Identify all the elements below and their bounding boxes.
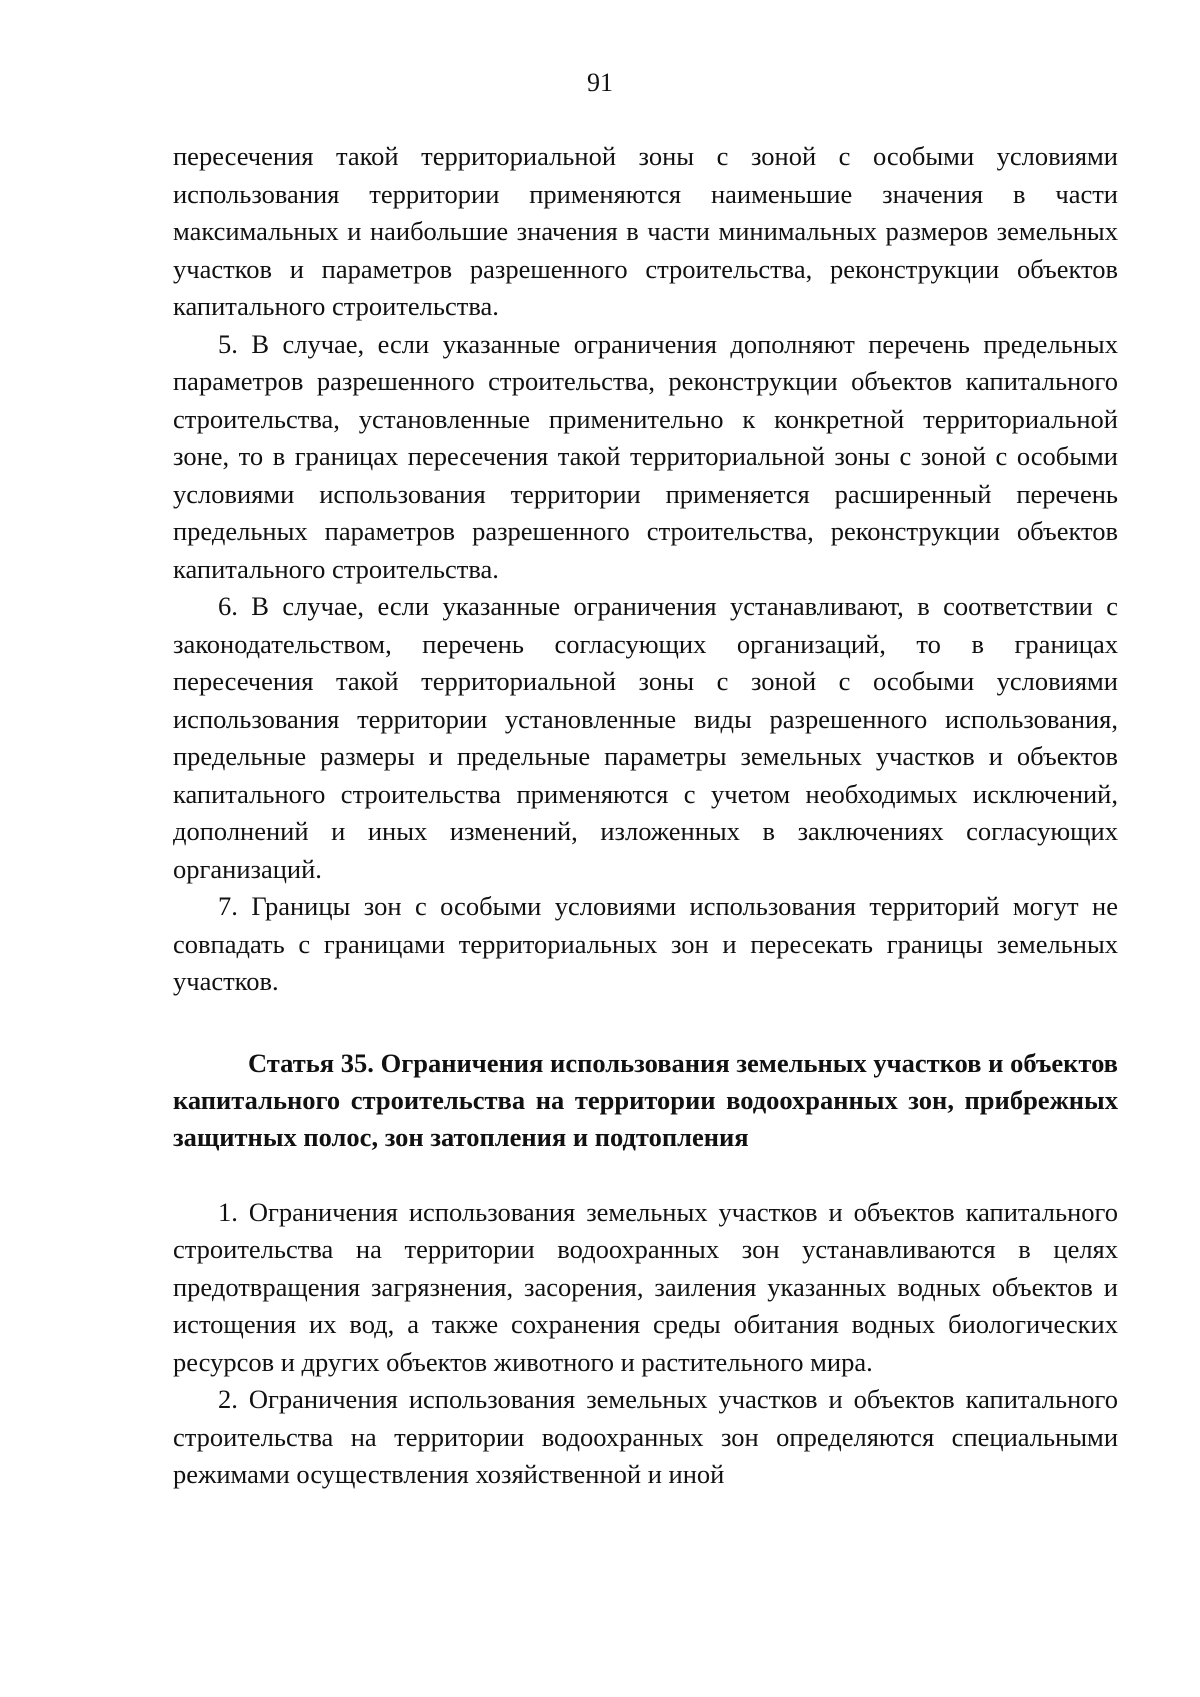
paragraph-continuation: пересечения такой территориальной зоны с зоной с особыми условиями использования территории применяются наименьшие значения в части максимальных и наибольшие значения в части минимальных размеров земельных участков и параметров разрешенного строительства, реконструкции объектов капитального строительства. (173, 141, 1118, 321)
paragraph-article-item-2: 2. Ограничения использования земельных участков и объектов капитального строительства на территории водоохранных зон определяются специальными режимами осуществления хозяйственной и иной (173, 1384, 1118, 1489)
article-heading: Статья 35. Ограничения использования земельных участков и объектов капитального строительства на территории водоохранных зон, прибрежных защитных полос, зон затопления и подтопления (173, 1047, 1118, 1152)
page-number: 91 (587, 68, 613, 97)
paragraph-item-6: 6. В случае, если указанные ограничения устанавливают, в соответствии с законодательством, перечень согласующих организаций, то в границах пересечения такой территориальной зоны с зоной с особыми условиями использования территории установленные виды разрешенного использования, предельные размеры и предельные параметры земельных участков и объектов капитального строительства применяются с учетом необходимых исключений, дополнений и иных изменений, изложенных в заключениях согласующих организаций. (173, 591, 1118, 884)
paragraph-item-5: 5. В случае, если указанные ограничения дополняют перечень предельных параметров разрешенного строительства, реконструкции объектов капитального строительства, установленные применительно к конкретной территориальной зоне, то в границах пересечения такой территориальной зоны с зоной с особыми условиями использования территории применяется расширенный перечень предельных параметров разрешенного строительства, реконструкции объектов капитального строительства. (173, 328, 1118, 584)
paragraph-article-item-1: 1. Ограничения использования земельных участков и объектов капитального строительства на территории водоохранных зон устанавливаются в целях предотвращения загрязнения, засорения, заиления указанных водных объектов и истощения их вод, а также сохранения среды обитания водных биологических ресурсов и других объектов животного и растительного мира. (173, 1196, 1118, 1377)
paragraph-item-7: 7. Границы зон с особыми условиями использования территорий могут не совпадать с границами территориальных зон и пересекать границы земельных участков. (173, 891, 1118, 996)
page-content (173, 138, 1118, 1494)
